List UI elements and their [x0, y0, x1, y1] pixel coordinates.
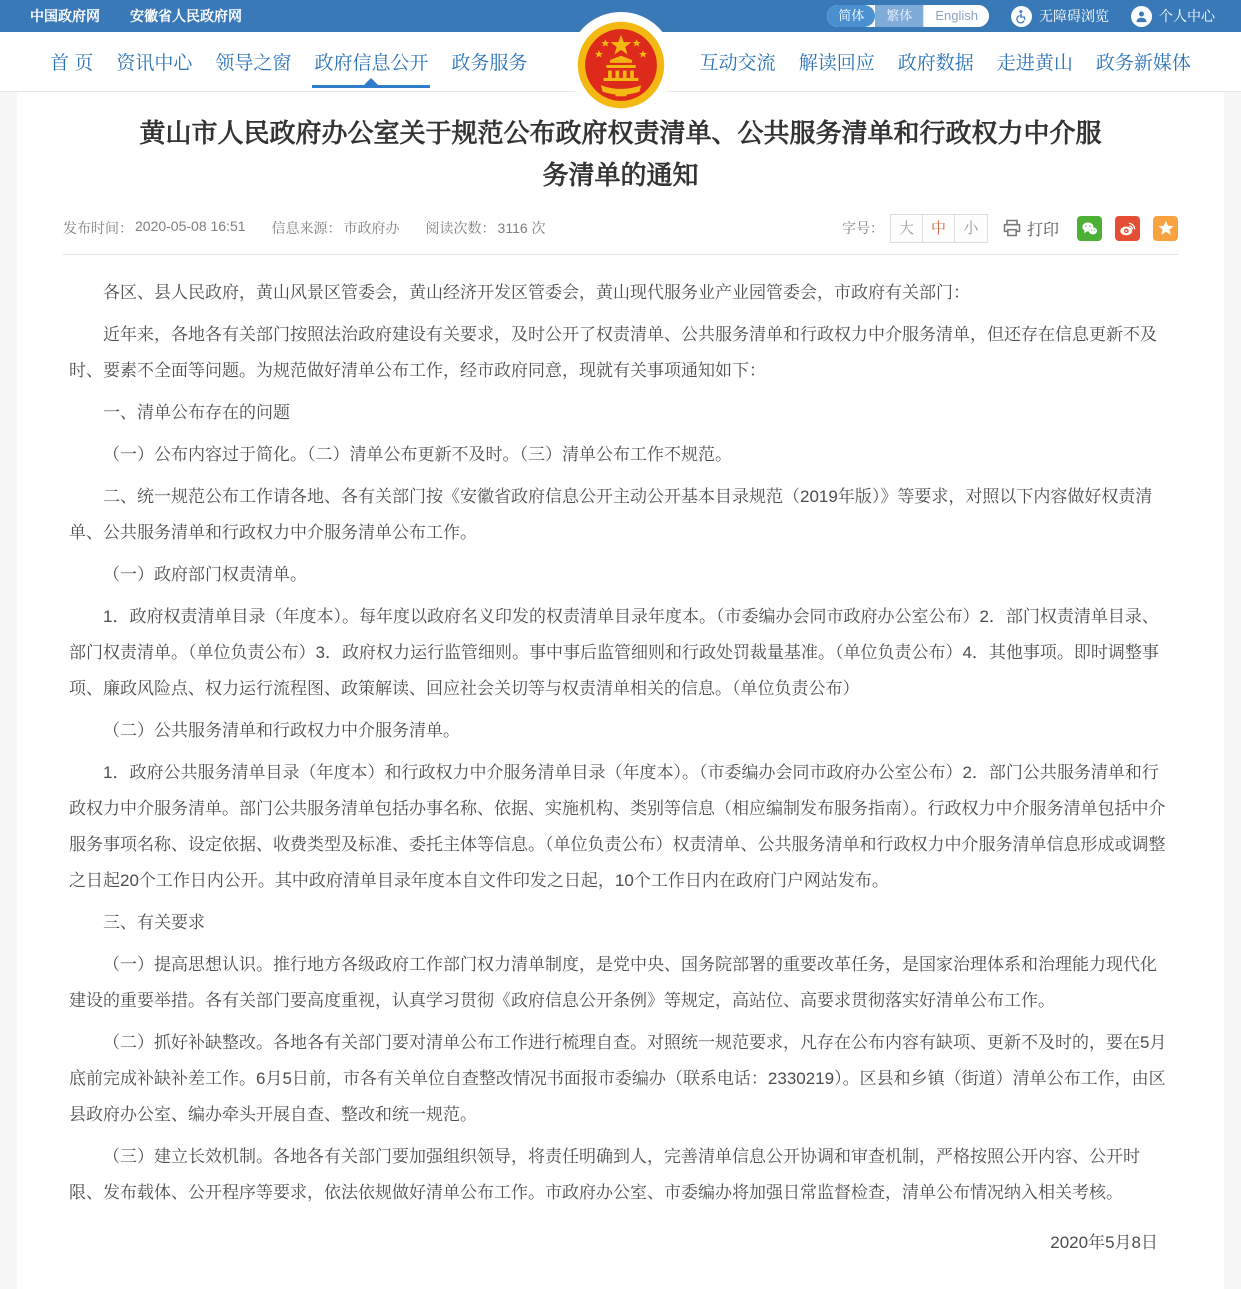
share-weibo-button[interactable] [1115, 216, 1140, 241]
meta-info [63, 218, 546, 238]
paragraph-section-1-heading: 一、清单公布存在的问题 [103, 403, 290, 422]
article-tools [842, 214, 1178, 243]
link-china-gov[interactable]: 中国政府网 [30, 8, 100, 24]
site-logo[interactable] [568, 12, 674, 118]
nav-item-news-center[interactable]: 资讯中心 [116, 53, 193, 74]
views-label: 阅读次数： [425, 220, 496, 236]
share-favorite-button[interactable] [1153, 216, 1178, 241]
lang-traditional-button[interactable]: 繁体 [875, 5, 923, 27]
nav-item-interpretation[interactable]: 解读回应 [798, 53, 875, 74]
paragraph-section-3-heading: 三、有关要求 [103, 913, 205, 932]
font-size-large-button[interactable]: 大 [891, 215, 923, 242]
font-size-medium-button[interactable]: 中 [923, 215, 955, 242]
paragraph-intro: 近年来，各地各有关部门按照法治政府建设有关要求，及时公开了权责清单、公共服务清单和行政权力中介服务清单，但还存在信息更新不及时、要素不全面等问题。为规范做好清单公布工作，经市政府同意，现就有关事项通知如下： [69, 325, 1157, 380]
language-switcher [827, 5, 989, 27]
share-buttons [1077, 216, 1178, 241]
wechat-icon [1080, 219, 1099, 238]
weibo-icon [1118, 219, 1137, 238]
paragraph-section-3-2: （二）抓好补缺整改。各地各有关部门要对清单公布工作进行梳理自查。对照统一规范要求，凡存在公布内容有缺项、更新不及时的，要在5月底前完成补缺补差工作。6月5日前，市各有关单位自查整改情况书面报市委编办（联系电话：2330219）。区县和乡镇（街道）清单公布工作，由区县政府办公室、编办牵头开展自查、整改和统一规范。 [69, 1033, 1167, 1124]
publish-time-label: 发布时间： [63, 220, 133, 236]
source-label: 信息来源： [271, 220, 342, 236]
article-body [17, 255, 1224, 1261]
lang-simplified-button[interactable]: 简体 [827, 5, 875, 27]
personal-center-button[interactable] [1131, 6, 1215, 27]
printer-icon [1002, 218, 1022, 238]
paragraph-section-1-items: （一）公布内容过于简化。（二）清单公布更新不及时。（三）清单公布工作不规范。 [103, 445, 732, 464]
views-value: 3116 次 [497, 220, 546, 236]
print-label: 打印 [1026, 221, 1059, 239]
nav-item-gov-data[interactable]: 政府数据 [897, 53, 974, 74]
font-size-small-button[interactable]: 小 [955, 215, 987, 242]
user-icon [1131, 6, 1152, 27]
nav-item-gov-info-disclosure[interactable]: 政府信息公开 [312, 32, 430, 91]
topbar-right-tools [827, 5, 1215, 27]
publish-time-value: 2020-05-08 16:51 [135, 218, 246, 234]
document-date: 2020年5月8日 [1050, 1233, 1158, 1252]
document-card [17, 92, 1224, 1289]
favorite-star-icon [1157, 219, 1175, 237]
font-size-label: 字号： [841, 220, 884, 236]
personal-center-label: 个人中心 [1159, 8, 1215, 24]
link-anhui-gov[interactable]: 安徽省人民政府网 [130, 8, 242, 24]
nav-item-gov-services[interactable]: 政务服务 [451, 53, 528, 74]
nav-item-interaction[interactable]: 互动交流 [699, 53, 776, 74]
paragraph-section-2-heading: 二、统一规范公布工作请各地、各有关部门按《安徽省政府信息公开主动公开基本目录规范（2019年版）》等要求，对照以下内容做好权责清单、公共服务清单和行政权力中介服务清单公布工作。 [69, 487, 1153, 542]
paragraph-section-2-1-body: 1．政府权责清单目录（年度本）。每年度以政府名义印发的权责清单目录年度本。（市委编办会同市政府办公室公布）2．部门权责清单目录、部门权责清单。（单位负责公布）3．政府权力运行监管细则。事中事后监管细则和行政处罚裁量基准。（单位负责公布）4．其他事项。即时调整事项、廉政风险点、权力运行流程图、政策解读、回应社会关切等与权责清单相关的信息。（单位负责公布） [69, 607, 1159, 698]
source-value: 市政府办 [343, 220, 400, 236]
paragraph-section-3-1: （一）提高思想认识。推行地方各级政府工作部门权力清单制度，是党中央、国务院部署的重要改革任务，是国家治理体系和治理能力现代化建设的重要举措。各有关部门要高度重视，认真学习贯彻《政府信息公开条例》等规定，高站位、高要求贯彻落实好清单公布工作。 [69, 955, 1157, 1010]
nav-item-home[interactable]: 首 页 [50, 53, 94, 74]
paragraph-section-2-1-heading: （一）政府部门权责清单。 [103, 565, 307, 584]
accessibility-label: 无障碍浏览 [1039, 8, 1109, 24]
meta-row [17, 212, 1224, 244]
nav-item-enter-huangshan[interactable]: 走进黄山 [996, 53, 1073, 74]
print-button[interactable] [1002, 217, 1059, 240]
paragraph-section-2-2-heading: （二）公共服务清单和行政权力中介服务清单。 [103, 721, 460, 740]
national-emblem-icon [575, 19, 667, 111]
wheelchair-icon [1011, 6, 1032, 27]
page-title: 黄山市人民政府办公室关于规范公布政府权责清单、公共服务清单和行政权力中介服务清单的通知 [139, 118, 1102, 190]
nav-item-leadership[interactable]: 领导之窗 [215, 53, 292, 74]
paragraph-salutation: 各区、县人民政府，黄山风景区管委会，黄山经济开发区管委会，黄山现代服务业产业园管委会，市政府有关部门： [103, 283, 970, 302]
accessibility-button[interactable] [1011, 6, 1109, 27]
share-wechat-button[interactable] [1077, 216, 1102, 241]
font-size-switcher [890, 214, 988, 243]
paragraph-section-3-3: （三）建立长效机制。各地各有关部门要加强组织领导，将责任明确到人，完善清单信息公开协调和审查机制，严格按照公开内容、公开时限、发布载体、公开程序等要求，依法依规做好清单公布工作。市政府办公室、市委编办将加强日常监督检查，清单公布情况纳入相关考核。 [69, 1147, 1140, 1202]
paragraph-section-2-2-body: 1．政府公共服务清单目录（年度本）和行政权力中介服务清单目录（年度本）。（市委编办会同市政府办公室公布）2．部门公共服务清单和行政权力中介服务清单。部门公共服务清单包括办事名称、依据、实施机构、类别等信息（相应编制发布服务指南）。行政权力中介服务清单包括中介服务事项名称、设定依据、收费类型及标准、委托主体等信息。（单位负责公布）权责清单、公共服务清单和行政权力中介服务清单信息形成或调整之日起20个工作日内公开。其中政府清单目录年度本自文件印发之日起，10个工作日内在政府门户网站发布。 [69, 763, 1166, 890]
lang-english-button[interactable]: English [923, 5, 989, 27]
nav-item-new-media[interactable]: 政务新媒体 [1095, 53, 1191, 74]
